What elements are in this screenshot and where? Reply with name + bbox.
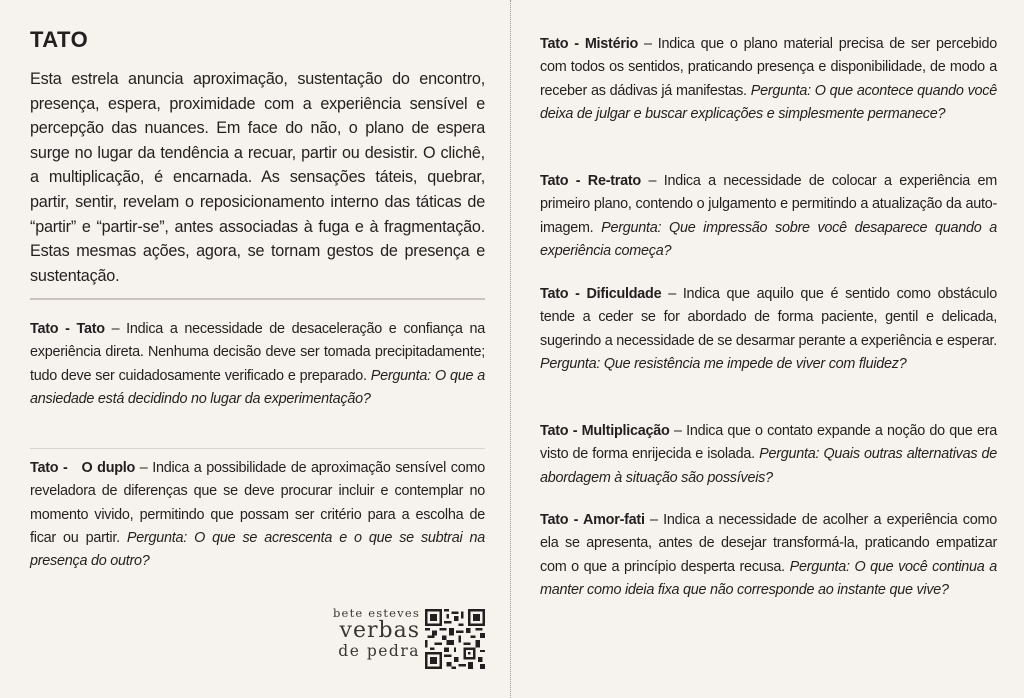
entry-tato-tato: Tato - Tato – Indica a necessidade de desaceleração e confiança na experiência direta. Nenhuma decisão deve ser tomada precipitadamente; tudo deve ser cuidadosamente verificado e preparado. Pergunta: O que a ansiedade está decidindo no lugar da experimentação? [30, 321, 486, 407]
entry-text: Indica que aquilo que é sentido como obstáculo tende a ceder se for abordado de forma paciente, gentil e delicada, sugerindo a necessidade de se desarmar perante a experiência e esperar. [540, 286, 997, 349]
center-divider [510, 0, 511, 698]
logo-author: bete esteves [333, 606, 420, 620]
card-title: TATO [30, 27, 89, 52]
entry-text: Indica que o contato expande a noção do que era visto de forma enrijecida e isolada. [540, 423, 997, 463]
entry-question: Pergunta: Que resistência me impede de viver com fluidez? [540, 355, 907, 372]
card-intro: Esta estrela anuncia aproximação, sustentação do encontro, presença, espera, proximidade com a experiência sensível e percepção das nuances. Em face do não, o plano de espera surge no lugar da tendência a recuar, partir ou desistir. O clichê, a multiplicação, é encarnada. As sensações táteis, quebrar, partir, sentir, revelam o reposicionamento interno das táticas de “partir” e “partir-se”, antes associadas à fuga e à fragmentação. Estas mesmas ações, agora, se tornam gestos de presença e sustentação. [30, 70, 485, 285]
entry-text: Indica a possibilidade de aproximação sensível como reveladora de diferenças que se deve procurar incluir e contemplar no momento vivido, permitindo que possam ser critério para a escolha de ficar ou partir. [30, 460, 485, 546]
entry-heading: Tato - Dificuldade [540, 286, 662, 302]
entry-question: Pergunta: O que se acrescenta e o que se subtrai na presença do outro? [30, 529, 485, 570]
entry-misterio: Tato - Mistério – Indica que o plano material precisa de ser percebido com todos os sentidos, praticando presença e disponibilidade, de modo a receber as dádivas já manifestas. Pergunta: O que acontece quando você deixa de julgar e buscar explicações e simplesmente permanece? [540, 36, 998, 122]
entry-text: Indica a necessidade de colocar a experiência em primeiro plano, contendo o julgamento e permitindo a atualização da auto-imagem. [540, 173, 998, 236]
entry-amor-fati: Tato - Amor-fati – Indica a necessidade de acolher a experiência como ela se apresenta, antes de desejar transformá-la, praticando empatizar com o que a princípio desperta recusa. Pergunta: O que você continua a manter como ideia fixa que não corresponde ao instante que vive? [540, 512, 998, 598]
entry-question: Pergunta: Que impressão sobre você desaparece quando a experiência começa? [540, 219, 997, 259]
entry-heading: Tato - Multiplicação [540, 423, 670, 439]
entry-question: Pergunta: Quais outras alternativas de abordagem à situação são possíveis? [540, 446, 998, 486]
entry-question: Pergunta: O que a ansiedade está decidindo no lugar da experimentação? [30, 367, 486, 407]
entry-multiplicacao: Tato - Multiplicação – Indica que o contato expande a noção do que era visto de forma enrijecida e isolada. Pergunta: Quais outras alternativas de abordagem à situação são possíveis? [540, 423, 998, 486]
entry-rule [30, 448, 485, 449]
entry-text: Indica a necessidade de acolher a experiência como ela se apresenta, antes de desejar transformá-la, praticando empatizar com o que a princípio desperta recusa. [540, 512, 997, 575]
entry-heading: Tato - O duplo [30, 460, 136, 476]
qr-code-icon [425, 609, 485, 669]
section-rule [30, 298, 485, 300]
entry-heading: Tato - Amor-fati [540, 512, 645, 528]
entry-dificuldade: Tato - Dificuldade – Indica que aquilo que é sentido como obstáculo tende a ceder se for abordado de forma paciente, gentil e delicada, sugerindo a necessidade de se desarmar perante a experiência e esperar. Pergunta: Que resistência me impede de viver com fluidez? [540, 286, 997, 372]
entry-heading: Tato - Tato [30, 321, 105, 337]
entry-re-trato: Tato - Re-trato – Indica a necessidade de colocar a experiência em primeiro plano, contendo o julgamento e permitindo a atualização da auto-imagem. Pergunta: Que impressão sobre você desaparece quando a experiência começa? [540, 173, 998, 259]
logo-name-line1: verbas [339, 618, 420, 643]
entry-question: Pergunta: O que acontece quando você deixa de julgar e buscar explicações e simplesmente permanece? [540, 82, 997, 122]
entry-heading: Tato - Mistério [540, 36, 638, 52]
entry-o-duplo: Tato - O duplo – Indica a possibilidade de aproximação sensível como reveladora de diferenças que se deve procurar incluir e contemplar no momento vivido, permitindo que possam ser critério para a escolha de ficar ou partir. Pergunta: O que se acrescenta e o que se subtrai na presença do outro? [30, 460, 485, 570]
logo-name-line2: de pedra [338, 642, 420, 660]
entry-heading: Tato - Re-trato [540, 173, 641, 189]
brand-logo [320, 606, 420, 660]
entry-text: Indica a necessidade de desaceleração e confiança na experiência direta. Nenhuma decisão deve ser tomada precipitadamente; tudo deve ser cuidadosamente verificado e preparado. [30, 321, 486, 384]
entry-text: Indica que o plano material precisa de ser percebido com todos os sentidos, praticando presença e disponibilidade, de modo a receber as dádivas já manifestas. [540, 36, 998, 99]
entry-question: Pergunta: O que você continua a manter como ideia fixa que não corresponde ao instante que vive? [540, 558, 998, 598]
